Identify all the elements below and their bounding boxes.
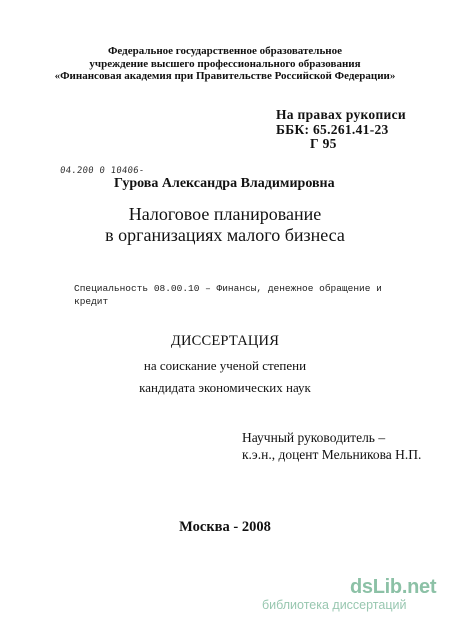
manuscript-rights-block [276, 108, 406, 152]
watermark-subtitle: библиотека диссертаций [262, 598, 407, 612]
library-stamp: 04.200 0 10406- [59, 166, 145, 176]
dissertation-heading: ДИССЕРТАЦИЯ [170, 333, 280, 349]
dissertation-title [0, 204, 450, 246]
watermark-logo: dsLib.net [350, 576, 437, 598]
city-year: Москва - 2008 [179, 519, 271, 535]
supervisor-label: Научный руководитель – [242, 430, 386, 445]
institution-header [0, 45, 450, 83]
author-sign-code: Г 95 [310, 136, 337, 151]
specialty-line-1: Специальность 08.00.10 – Финансы, денежное обращение и [74, 283, 382, 294]
author-name: Гурова Александра Владимировна [114, 176, 335, 191]
institution-line-1: Федеральное государственное образовательное [107, 45, 343, 57]
specialty-line-2: кредит [74, 296, 109, 307]
rights-line: На правах рукописи [276, 107, 406, 122]
degree-line-1: на соискание ученой степени [143, 358, 307, 373]
title-line-1: Налоговое планирование [128, 204, 322, 224]
bbk-code: ББК: 65.261.41-23 [276, 121, 389, 137]
institution-line-3: «Финансовая академия при Правительстве Российской Федерации» [54, 70, 396, 82]
institution-line-2: учреждение высшего профессионального образования [89, 57, 361, 70]
supervisor-name: к.э.н., доцент Мельникова Н.П. [242, 447, 422, 462]
degree-line-2: кандидата экономических наук [139, 380, 311, 395]
specialty-block [74, 282, 382, 308]
title-line-2: в организациях малого бизнеса [105, 225, 345, 245]
